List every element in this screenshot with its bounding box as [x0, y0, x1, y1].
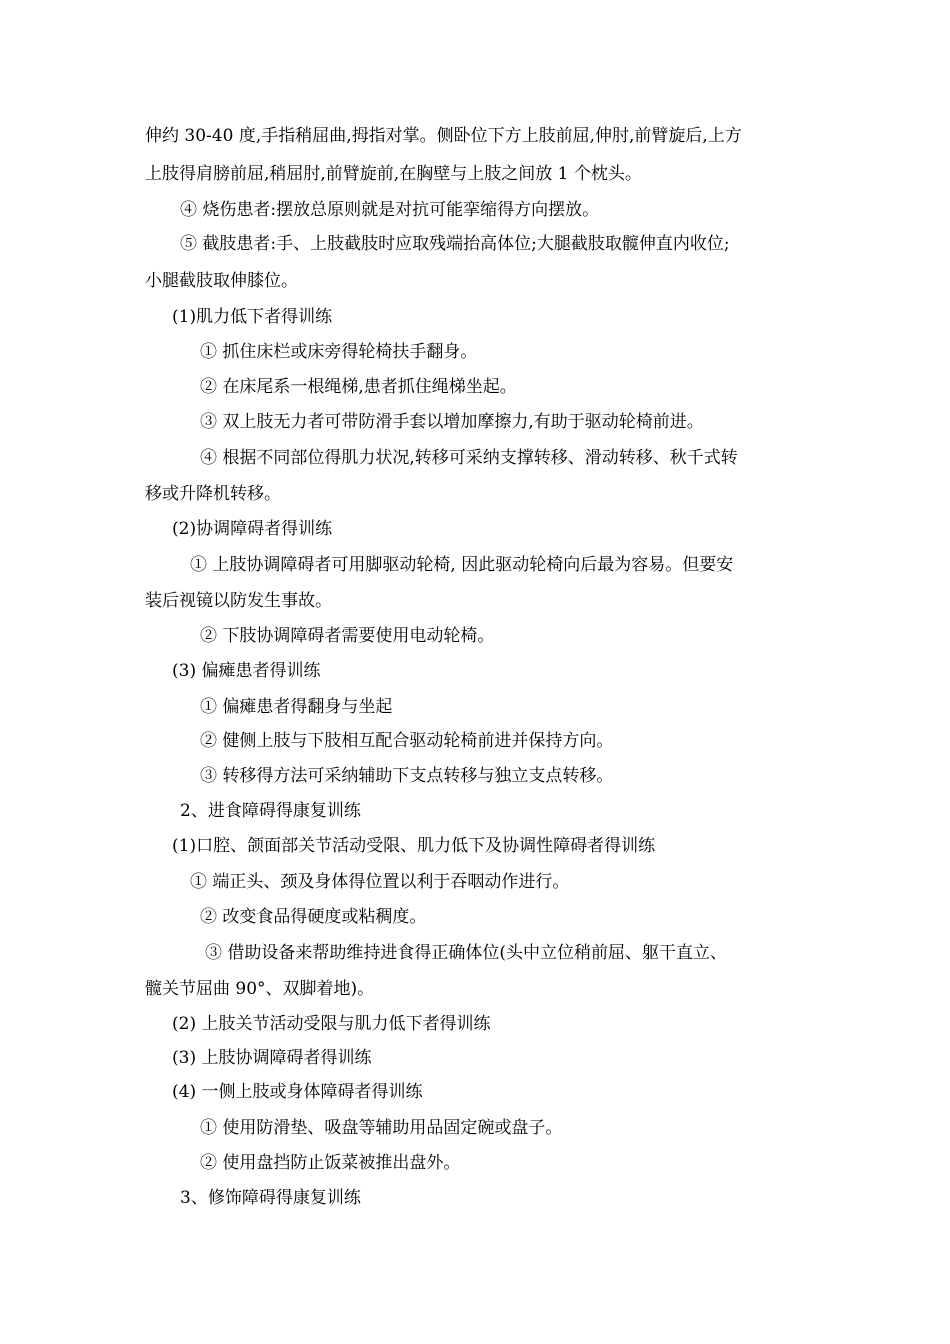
list-item: ② 使用盘挡防止饭菜被推出盘外。 [200, 1153, 461, 1173]
section-heading: 3、修饰障碍得康复训练 [180, 1188, 361, 1208]
list-item: ② 下肢协调障碍者需要使用电动轮椅。 [200, 626, 495, 646]
text-line: 上肢得肩膀前屈,稍屈肘,前臂旋前,在胸壁与上肢之间放 1 个枕头。 [145, 164, 642, 184]
list-item: ② 在床尾系一根绳梯,患者抓住绳梯坐起。 [200, 377, 517, 397]
list-item: ① 抓住床栏或床旁得轮椅扶手翻身。 [200, 342, 478, 362]
list-item: ① 使用防滑垫、吸盘等辅助用品固定碗或盘子。 [200, 1118, 563, 1138]
list-item: ① 上肢协调障碍者可用脚驱动轮椅, 因此驱动轮椅向后最为容易。但要安 [190, 555, 734, 575]
section-heading: (2)协调障碍者得训练 [172, 519, 333, 539]
section-heading: (1)肌力低下者得训练 [172, 307, 333, 327]
text-line: 伸约 30-40 度,手指稍屈曲,拇指对掌。侧卧位下方上肢前屈,伸肘,前臂旋后,上方 [145, 126, 742, 146]
list-item: ④ 根据不同部位得肌力状况,转移可采纳支撑转移、滑动转移、秋千式转 [200, 448, 738, 468]
list-item: ② 健侧上肢与下肢相互配合驱动轮椅前进并保持方向。 [200, 731, 614, 751]
list-item: ② 改变食品得硬度或粘稠度。 [200, 907, 427, 927]
list-item: ① 端正头、颈及身体得位置以利于吞咽动作进行。 [190, 872, 570, 892]
list-item: ③ 转移得方法可采纳辅助下支点转移与独立支点转移。 [200, 766, 614, 786]
text-line: 小腿截肢取伸膝位。 [145, 271, 298, 291]
section-heading: (1)口腔、颌面部关节活动受限、肌力低下及协调性障碍者得训练 [172, 836, 656, 856]
section-heading: (4) 一侧上肢或身体障碍者得训练 [172, 1082, 423, 1102]
text-line: 装后视镜以防发生事故。 [145, 591, 332, 611]
text-line: 移或升降机转移。 [145, 484, 281, 504]
list-item: ① 偏瘫患者得翻身与坐起 [200, 697, 393, 717]
text-line: 髋关节屈曲 90°、双脚着地)。 [145, 979, 375, 999]
section-heading: (2) 上肢关节活动受限与肌力低下者得训练 [172, 1014, 491, 1034]
section-heading: (3) 上肢协调障碍者得训练 [172, 1048, 372, 1068]
list-item: ③ 双上肢无力者可带防滑手套以增加摩擦力,有助于驱动轮椅前进。 [200, 412, 704, 432]
section-heading: (3) 偏瘫患者得训练 [172, 661, 321, 681]
text-line: ⑤ 截肢患者:手、上肢截肢时应取残端抬高体位;大腿截肢取髋伸直内收位; [180, 234, 730, 254]
section-heading: 2、进食障碍得康复训练 [180, 801, 361, 821]
text-line: ④ 烧伤患者:摆放总原则就是对抗可能挛缩得方向摆放。 [180, 200, 600, 220]
list-item: ③ 借助设备来帮助维持进食得正确体位(头中立位稍前屈、躯干直立、 [205, 943, 728, 963]
